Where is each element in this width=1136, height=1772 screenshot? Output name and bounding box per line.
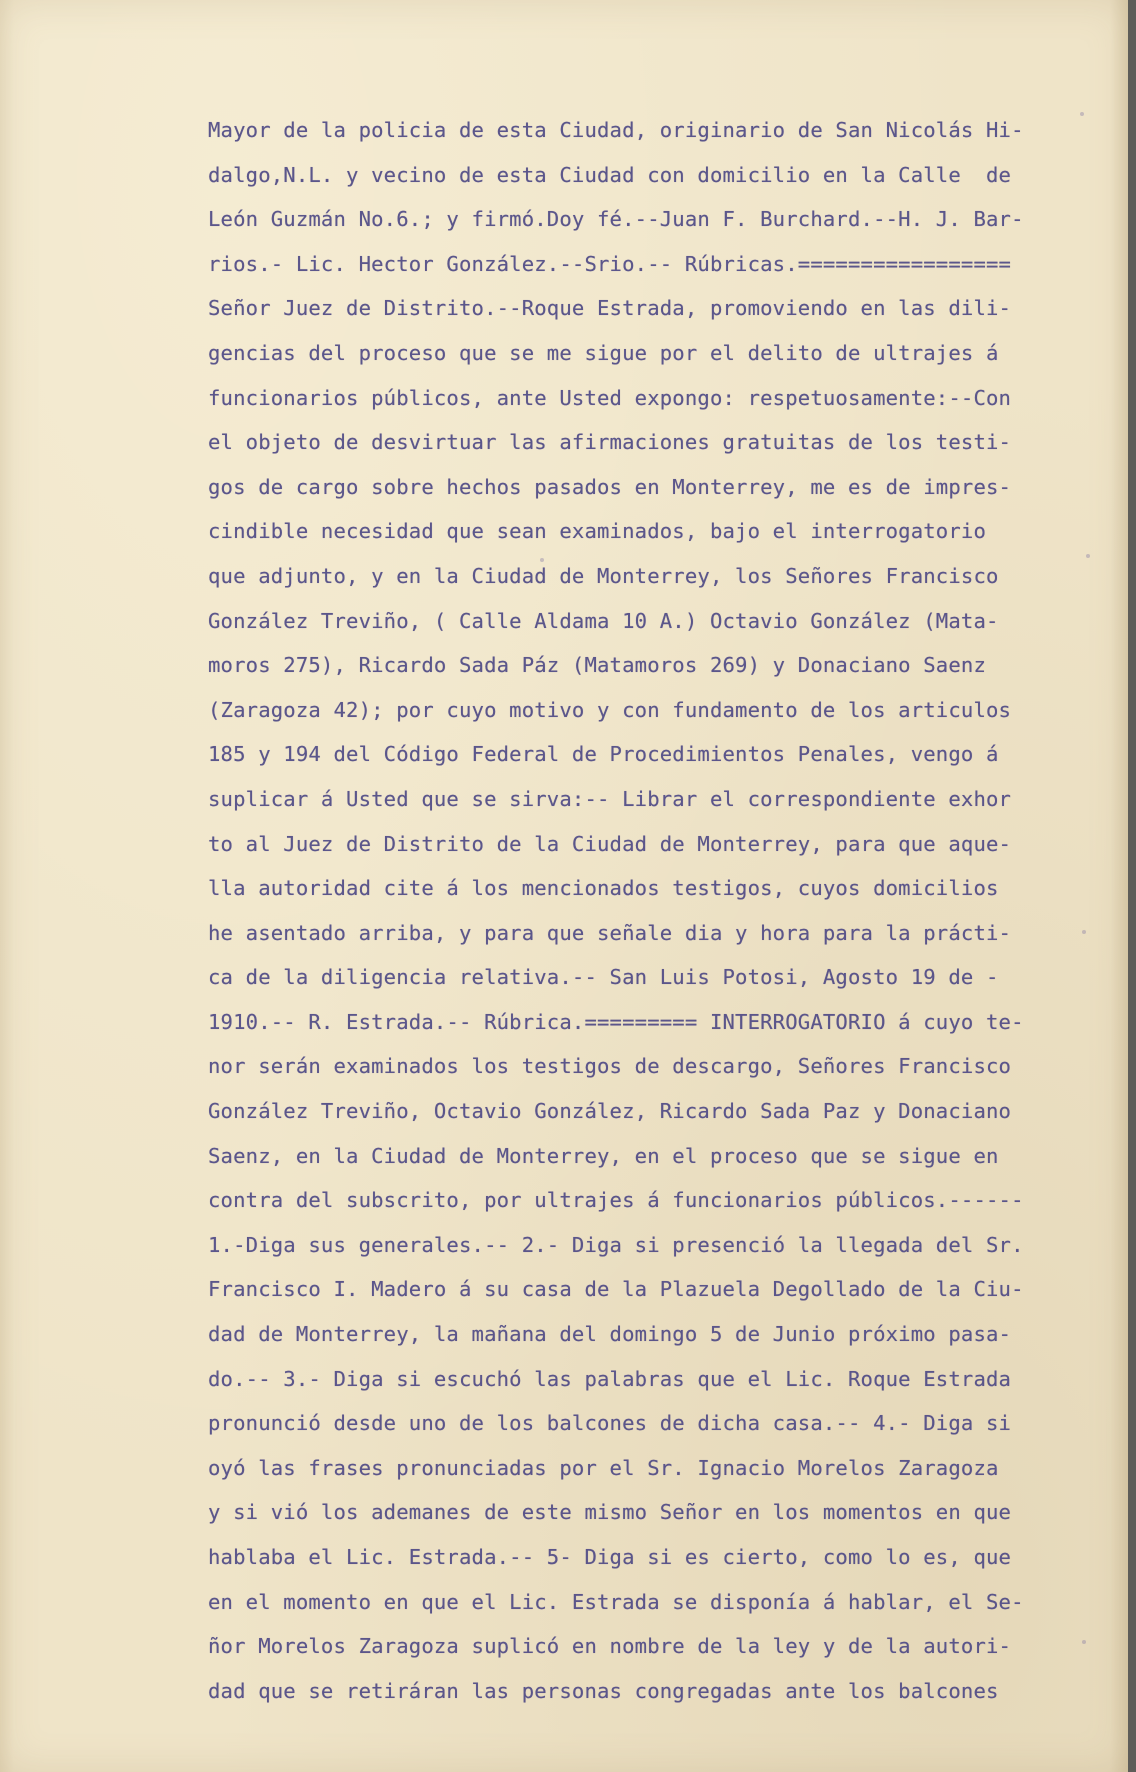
text-line: 1.-Diga sus generales.-- 2.- Diga si presenció la llegada del Sr. xyxy=(208,1232,1024,1257)
text-line: dad de Monterrey, la mañana del domingo 5 de Junio próximo pasa- xyxy=(208,1322,1012,1347)
text-line: do.-- 3.- Diga si escuchó las palabras que el Lic. Roque Estrada xyxy=(208,1366,1012,1391)
text-line: León Guzmán No.6.; y firmó.Doy fé.--Juan F. Burchard.--H. J. Bar- xyxy=(208,207,1024,232)
text-line: to al Juez de Distrito de la Ciudad de Monterrey, para que aque- xyxy=(208,831,1012,856)
text-line: 1910.-- R. Estrada.-- Rúbrica.========= INTERROGATORIO á cuyo te- xyxy=(208,1009,1024,1034)
text-line: dad que se retiráran las personas congregadas ante los balcones xyxy=(208,1678,999,1703)
text-line: funcionarios públicos, ante Usted expongo: respetuosamente:--Con xyxy=(208,385,1012,410)
text-line: cindible necesidad que sean examinados, bajo el interrogatorio xyxy=(208,519,987,544)
text-line: hablaba el Lic. Estrada.-- 5- Diga si es cierto, como lo es, que xyxy=(208,1545,1012,1569)
scan-edge xyxy=(1128,0,1136,1772)
text-line: dalgo,N.L. y vecino de esta Ciudad con domicilio en la Calle de xyxy=(208,162,1012,187)
text-line: Saenz, en la Ciudad de Monterrey, en el proceso que se sigue en xyxy=(208,1143,999,1168)
text-line: González Treviño, ( Calle Aldama 10 A.) Octavio González (Mata- xyxy=(208,608,999,633)
text-line: González Treviño, Octavio González, Ricardo Sada Paz y Donaciano xyxy=(208,1099,1012,1124)
text-line: ñor Morelos Zaragoza suplicó en nombre de la ley y de la autori- xyxy=(208,1634,1012,1659)
text-line: rios.- Lic. Hector González.--Srio.-- Rúbricas.================= xyxy=(208,251,1012,276)
text-line: gos de cargo sobre hechos pasados en Monterrey, me es de impres- xyxy=(208,474,1012,499)
text-line: ca de la diligencia relativa.-- San Luis Potosi, Agosto 19 de - xyxy=(208,965,999,990)
text-line: Francisco I. Madero á su casa de la Plazuela Degollado de la Ciu- xyxy=(208,1277,1024,1302)
text-line: gencias del proceso que se me sigue por el delito de ultrajes á xyxy=(208,340,999,365)
text-line: he asentado arriba, y para que señale dia y hora para la prácti- xyxy=(208,920,1012,945)
text-line: moros 275), Ricardo Sada Páz (Matamoros 269) y Donaciano Saenz xyxy=(208,653,987,678)
text-line: Mayor de la policia de esta Ciudad, originario de San Nicolás Hi- xyxy=(208,118,1024,142)
text-line: que adjunto, y en la Ciudad de Monterrey, los Señores Francisco xyxy=(208,563,999,588)
text-line: oyó las frases pronunciadas por el Sr. Ignacio Morelos Zaragoza xyxy=(208,1455,999,1480)
text-line: suplicar á Usted que se sirva:-- Librar el correspondiente exhor xyxy=(208,786,1012,811)
typewritten-text xyxy=(208,108,1088,1713)
text-line: y si vió los ademanes de este mismo Señor en los momentos en que xyxy=(208,1500,1012,1525)
text-line: lla autoridad cite á los mencionados testigos, cuyos domicilios xyxy=(208,876,999,901)
text-line: Señor Juez de Distrito.--Roque Estrada, promoviendo en las dili- xyxy=(208,296,1012,321)
text-line: 185 y 194 del Código Federal de Procedimientos Penales, vengo á xyxy=(208,742,999,767)
text-line: en el momento en que el Lic. Estrada se disponía á hablar, el Se- xyxy=(208,1589,1024,1614)
text-line: pronunció desde uno de los balcones de dicha casa.-- 4.- Diga si xyxy=(208,1411,1012,1436)
text-line: el objeto de desvirtuar las afirmaciones gratuitas de los testi- xyxy=(208,430,1012,455)
text-line: contra del subscrito, por ultrajes á funcionarios públicos.------ xyxy=(208,1188,1024,1213)
text-line: (Zaragoza 42); por cuyo motivo y con fundamento de los articulos xyxy=(208,697,1012,722)
text-line: nor serán examinados los testigos de descargo, Señores Francisco xyxy=(208,1054,1012,1079)
